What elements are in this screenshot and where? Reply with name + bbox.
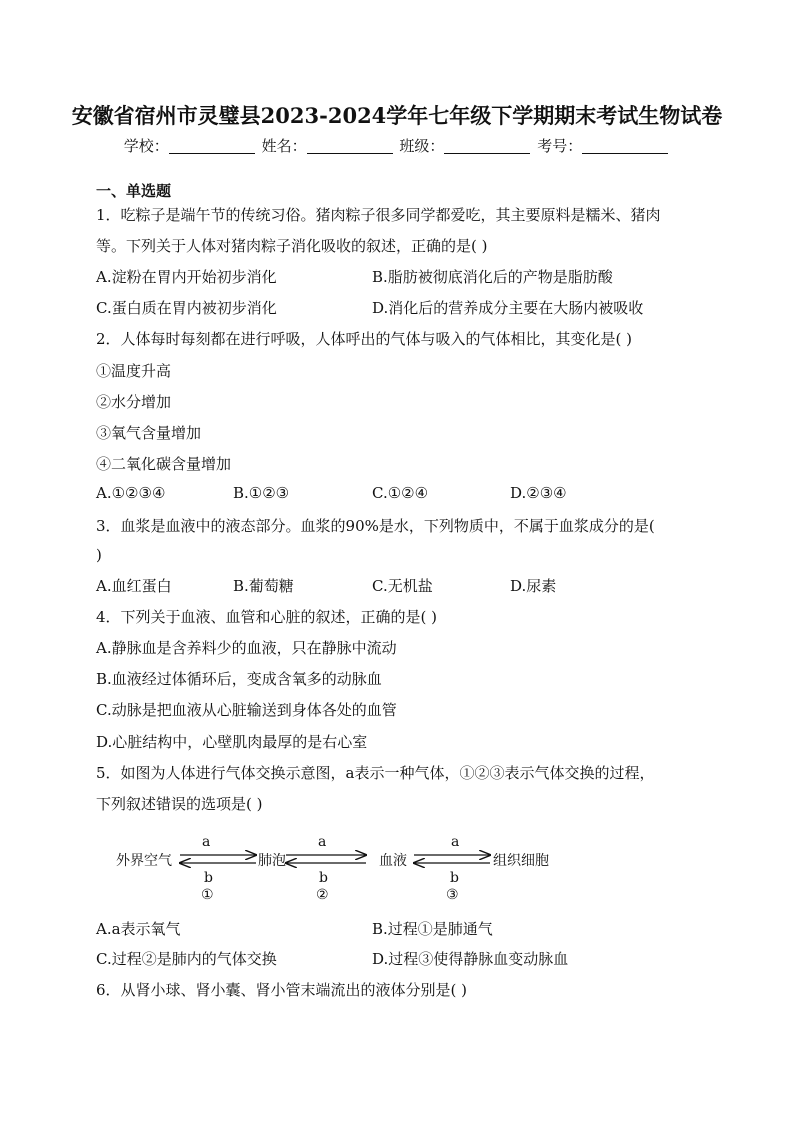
school-blank[interactable] <box>169 139 255 154</box>
class-blank[interactable] <box>444 139 530 154</box>
label-a-2: a <box>318 834 327 850</box>
school-label: 学校： <box>123 137 169 155</box>
q2-statement-4: ④二氧化碳含量增加 <box>96 455 232 473</box>
q1-option-b: B.脂肪被彻底消化后的产物是脂肪酸 <box>372 268 613 286</box>
number-blank[interactable] <box>582 139 668 154</box>
label-b-2: b <box>319 870 328 886</box>
q4-stem-line1: 4．下列关于血液、血管和心脏的叙述，正确的是( ) <box>96 608 438 626</box>
q2-statement-1: ①温度升高 <box>96 362 172 380</box>
q4-option-b: B.血液经过体循环后，变成含氧多的动脉血 <box>96 670 382 688</box>
q4-option-d: D.心脏结构中，心壁肌肉最厚的是右心室 <box>96 733 368 751</box>
gas-exchange-diagram <box>96 826 696 906</box>
q2-stem-line1: 2．人体每时每刻都在进行呼吸，人体呼出的气体与吸入的气体相比，其变化是( ) <box>96 330 633 348</box>
process-1-label: ① <box>201 887 214 903</box>
process-2-label: ② <box>316 887 329 903</box>
q5-option-b: B.过程①是肺通气 <box>372 920 493 938</box>
q1-option-a: A.淀粉在胃内开始初步消化 <box>96 268 277 286</box>
q4-option-a: A.静脉血是含养料少的血液，只在静脉中流动 <box>96 639 397 657</box>
q4-option-c: C.动脉是把血液从心脏输送到身体各处的血管 <box>96 701 397 719</box>
q2-statement-3: ③氧气含量增加 <box>96 424 202 442</box>
q2-option-d: D.②③④ <box>510 484 567 502</box>
label-a-3: a <box>451 834 460 850</box>
q1-option-d: D.消化后的营养成分主要在大肠内被吸收 <box>372 299 644 317</box>
number-label: 考号： <box>537 137 583 155</box>
node-alveoli: 肺泡 <box>258 853 286 869</box>
q1-stem-line2: 等。下列关于人体对猪肉粽子消化吸收的叙述，正确的是( ) <box>96 237 488 255</box>
q3-option-d: D.尿素 <box>510 577 557 595</box>
q2-option-a: A.①②③④ <box>96 484 166 502</box>
q1-stem-line1: 1．吃粽子是端午节的传统习俗。猪肉粽子很多同学都爱吃，其主要原料是糯米、猪肉 <box>96 206 661 224</box>
class-label: 班级： <box>399 137 445 155</box>
q5-stem-line1: 5．如图为人体进行气体交换示意图，a表示一种气体，①②③表示气体交换的过程， <box>96 764 655 782</box>
label-b-1: b <box>204 870 213 886</box>
q1-option-c: C.蛋白质在胃内被初步消化 <box>96 299 277 317</box>
name-label: 姓名： <box>261 137 307 155</box>
q2-statement-2: ②水分增加 <box>96 393 172 411</box>
q3-option-c: C.无机盐 <box>372 577 433 595</box>
q5-option-a: A.a表示氧气 <box>96 920 181 938</box>
q5-option-c: C.过程②是肺内的气体交换 <box>96 950 277 968</box>
section-heading: 一、单选题 <box>96 182 172 200</box>
q2-option-c: C.①②④ <box>372 484 429 502</box>
q5-option-d: D.过程③使得静脉血变动脉血 <box>372 950 569 968</box>
node-tissue-cells: 组织细胞 <box>493 853 549 869</box>
name-blank[interactable] <box>307 139 393 154</box>
q2-option-b: B.①②③ <box>233 484 290 502</box>
node-blood: 血液 <box>379 853 407 869</box>
node-outside-air: 外界空气 <box>116 853 172 869</box>
label-b-3: b <box>450 870 459 886</box>
q3-option-a: A.血红蛋白 <box>96 577 172 595</box>
label-a-1: a <box>202 834 211 850</box>
q3-option-b: B.葡萄糖 <box>233 577 294 595</box>
q6-stem-line1: 6．从肾小球、肾小囊、肾小管末端流出的液体分别是( ) <box>96 981 468 999</box>
q5-stem-line2: 下列叙述错误的选项是( ) <box>96 795 263 813</box>
process-3-label: ③ <box>446 887 459 903</box>
student-info-line <box>0 135 794 156</box>
q3-stem-line2: ) <box>96 546 102 564</box>
exam-title: 安徽省宿州市灵璧县2023-2024学年七年级下学期期末考试生物试卷 <box>71 103 723 128</box>
q3-stem-line1: 3．血浆是血液中的液态部分。血浆的90%是水，下列物质中，不属于血浆成分的是( <box>96 517 655 535</box>
